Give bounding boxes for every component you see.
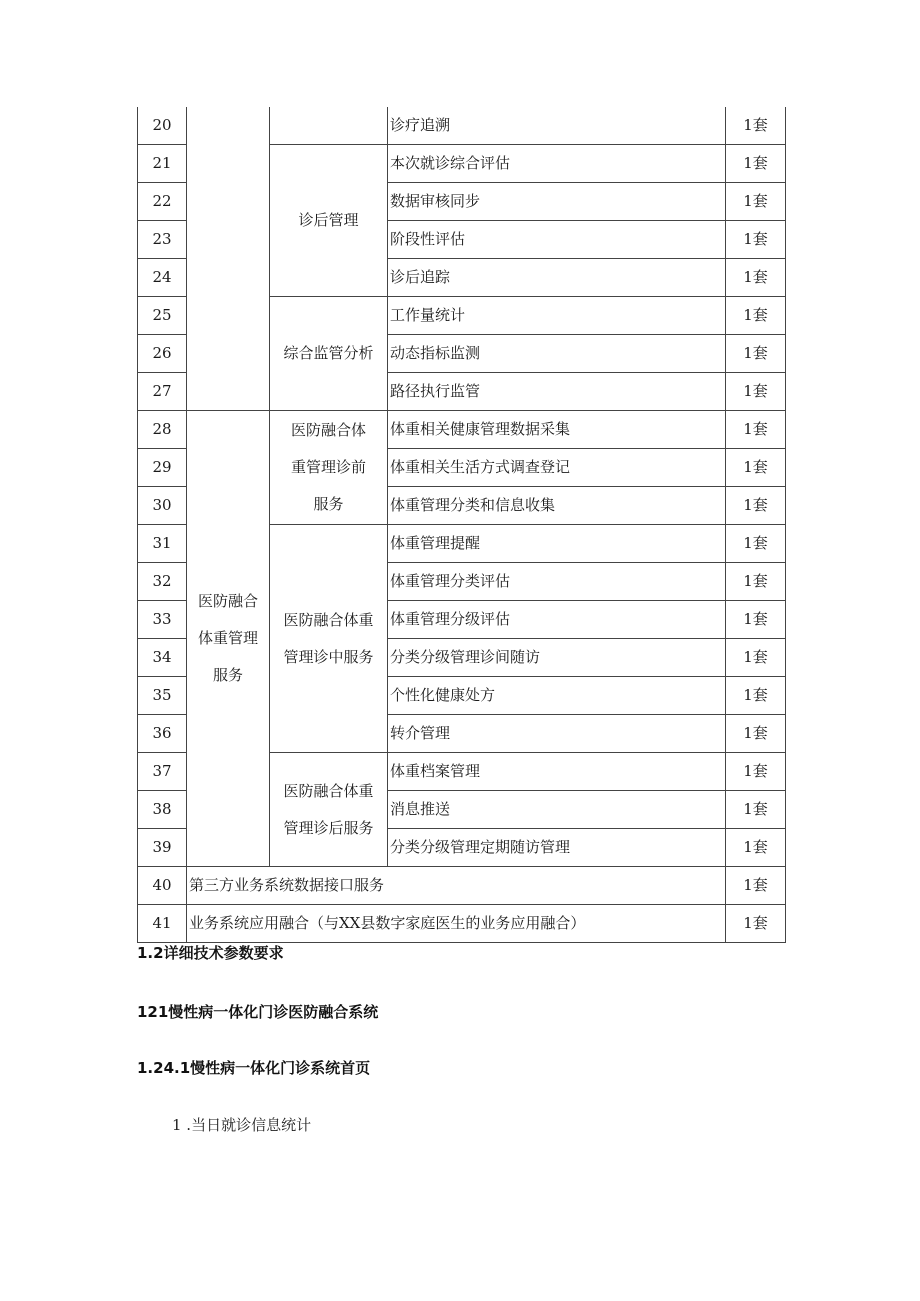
quantity: 1套	[726, 677, 786, 715]
row-number: 39	[138, 829, 187, 867]
quantity: 1套	[726, 867, 786, 905]
row-number: 28	[138, 411, 187, 449]
item-name: 体重相关生活方式调查登记	[388, 449, 726, 487]
subsubsection-heading: 1.24.1慢性病一体化门诊系统首页	[137, 1059, 371, 1077]
subcategory-post-visit	[270, 145, 388, 297]
row-number: 36	[138, 715, 187, 753]
quantity: 1套	[726, 297, 786, 335]
row-number: 37	[138, 753, 187, 791]
quantity: 1套	[726, 829, 786, 867]
item-name: 分类分级管理诊间随访	[388, 639, 726, 677]
item-name: 工作量统计	[388, 297, 726, 335]
row-number: 30	[138, 487, 187, 525]
row-number: 41	[138, 905, 187, 943]
item-name: 体重管理分类和信息收集	[388, 487, 726, 525]
quantity: 1套	[726, 183, 786, 221]
quantity: 1套	[726, 221, 786, 259]
item-name: 动态指标监测	[388, 335, 726, 373]
subcategory-label: 诊后管理	[298, 211, 359, 229]
item-name: 分类分级管理定期随访管理	[388, 829, 726, 867]
subcategory-pre-visit	[270, 411, 388, 525]
item-name: 体重管理分级评估	[388, 601, 726, 639]
subcategory-label: 综合监管分析	[283, 344, 374, 362]
quantity: 1套	[726, 145, 786, 183]
section-heading: 1.2详细技术参数要求	[137, 944, 284, 962]
row-number: 35	[138, 677, 187, 715]
subcategory-label	[283, 602, 373, 676]
quantity: 1套	[726, 449, 786, 487]
quantity: 1套	[726, 373, 786, 411]
quantity: 1套	[726, 107, 786, 145]
quantity: 1套	[726, 335, 786, 373]
item-name: 体重管理提醒	[388, 525, 726, 563]
quantity: 1套	[726, 715, 786, 753]
subcategory-label-line: 管理诊中服务	[283, 647, 374, 666]
procurement-table	[137, 107, 786, 943]
row-number: 29	[138, 449, 187, 487]
subcategory-label	[283, 773, 373, 847]
category-cell-blank	[187, 107, 270, 411]
subcategory-mid-visit	[270, 525, 388, 753]
table-row	[138, 107, 786, 145]
category-label	[198, 583, 258, 694]
item-name: 业务系统应用融合（与XX县数字家庭医生的业务应用融合）	[187, 905, 726, 943]
item-name: 数据审核同步	[388, 183, 726, 221]
subcategory-supervision	[270, 297, 388, 411]
row-number: 34	[138, 639, 187, 677]
subcategory-label-line: 重管理诊前	[290, 458, 366, 476]
quantity: 1套	[726, 259, 786, 297]
quantity: 1套	[726, 601, 786, 639]
subcategory-label-line: 医防融合体重	[283, 781, 374, 800]
quantity: 1套	[726, 487, 786, 525]
row-number: 40	[138, 867, 187, 905]
item-name: 消息推送	[388, 791, 726, 829]
row-number: 25	[138, 297, 187, 335]
category-label-line: 服务	[212, 666, 243, 684]
item-name: 诊疗追溯	[388, 107, 726, 145]
quantity: 1套	[726, 411, 786, 449]
category-weight-management	[187, 411, 270, 867]
row-number: 22	[138, 183, 187, 221]
subcategory-label-line: 医防融合体	[290, 421, 366, 439]
subcategory-after-visit	[270, 753, 388, 867]
category-label-line: 医防融合	[197, 592, 258, 610]
subcategory-label-line: 医防融合体重	[283, 610, 374, 629]
row-number: 38	[138, 791, 187, 829]
item-name: 体重相关健康管理数据采集	[388, 411, 726, 449]
table-row	[138, 905, 786, 943]
category-label-line: 体重管理	[197, 629, 258, 647]
item-name: 个性化健康处方	[388, 677, 726, 715]
row-number: 32	[138, 563, 187, 601]
row-number: 24	[138, 259, 187, 297]
row-number: 20	[138, 107, 187, 145]
table-row	[138, 411, 786, 449]
item-name: 阶段性评估	[388, 221, 726, 259]
item-name: 路径执行监管	[388, 373, 726, 411]
row-number: 33	[138, 601, 187, 639]
subcategory-label	[291, 412, 366, 523]
quantity: 1套	[726, 905, 786, 943]
table-row	[138, 867, 786, 905]
quantity: 1套	[726, 639, 786, 677]
quantity: 1套	[726, 753, 786, 791]
subcategory-label-line: 管理诊后服务	[283, 818, 374, 837]
item-name: 体重档案管理	[388, 753, 726, 791]
item-name: 本次就诊综合评估	[388, 145, 726, 183]
quantity: 1套	[726, 525, 786, 563]
quantity: 1套	[726, 791, 786, 829]
subcategory-cell-blank	[270, 107, 388, 145]
item-name: 体重管理分类评估	[388, 563, 726, 601]
row-number: 26	[138, 335, 187, 373]
subsection-heading: 121慢性病一体化门诊医防融合系统	[137, 1003, 379, 1021]
row-number: 31	[138, 525, 187, 563]
row-number: 23	[138, 221, 187, 259]
item-name: 诊后追踪	[388, 259, 726, 297]
item-name: 转介管理	[388, 715, 726, 753]
row-number: 21	[138, 145, 187, 183]
quantity: 1套	[726, 563, 786, 601]
item-name: 第三方业务系统数据接口服务	[187, 867, 726, 905]
list-item: 1 .当日就诊信息统计	[172, 1116, 312, 1134]
subcategory-label-line: 服务	[313, 495, 344, 513]
row-number: 27	[138, 373, 187, 411]
